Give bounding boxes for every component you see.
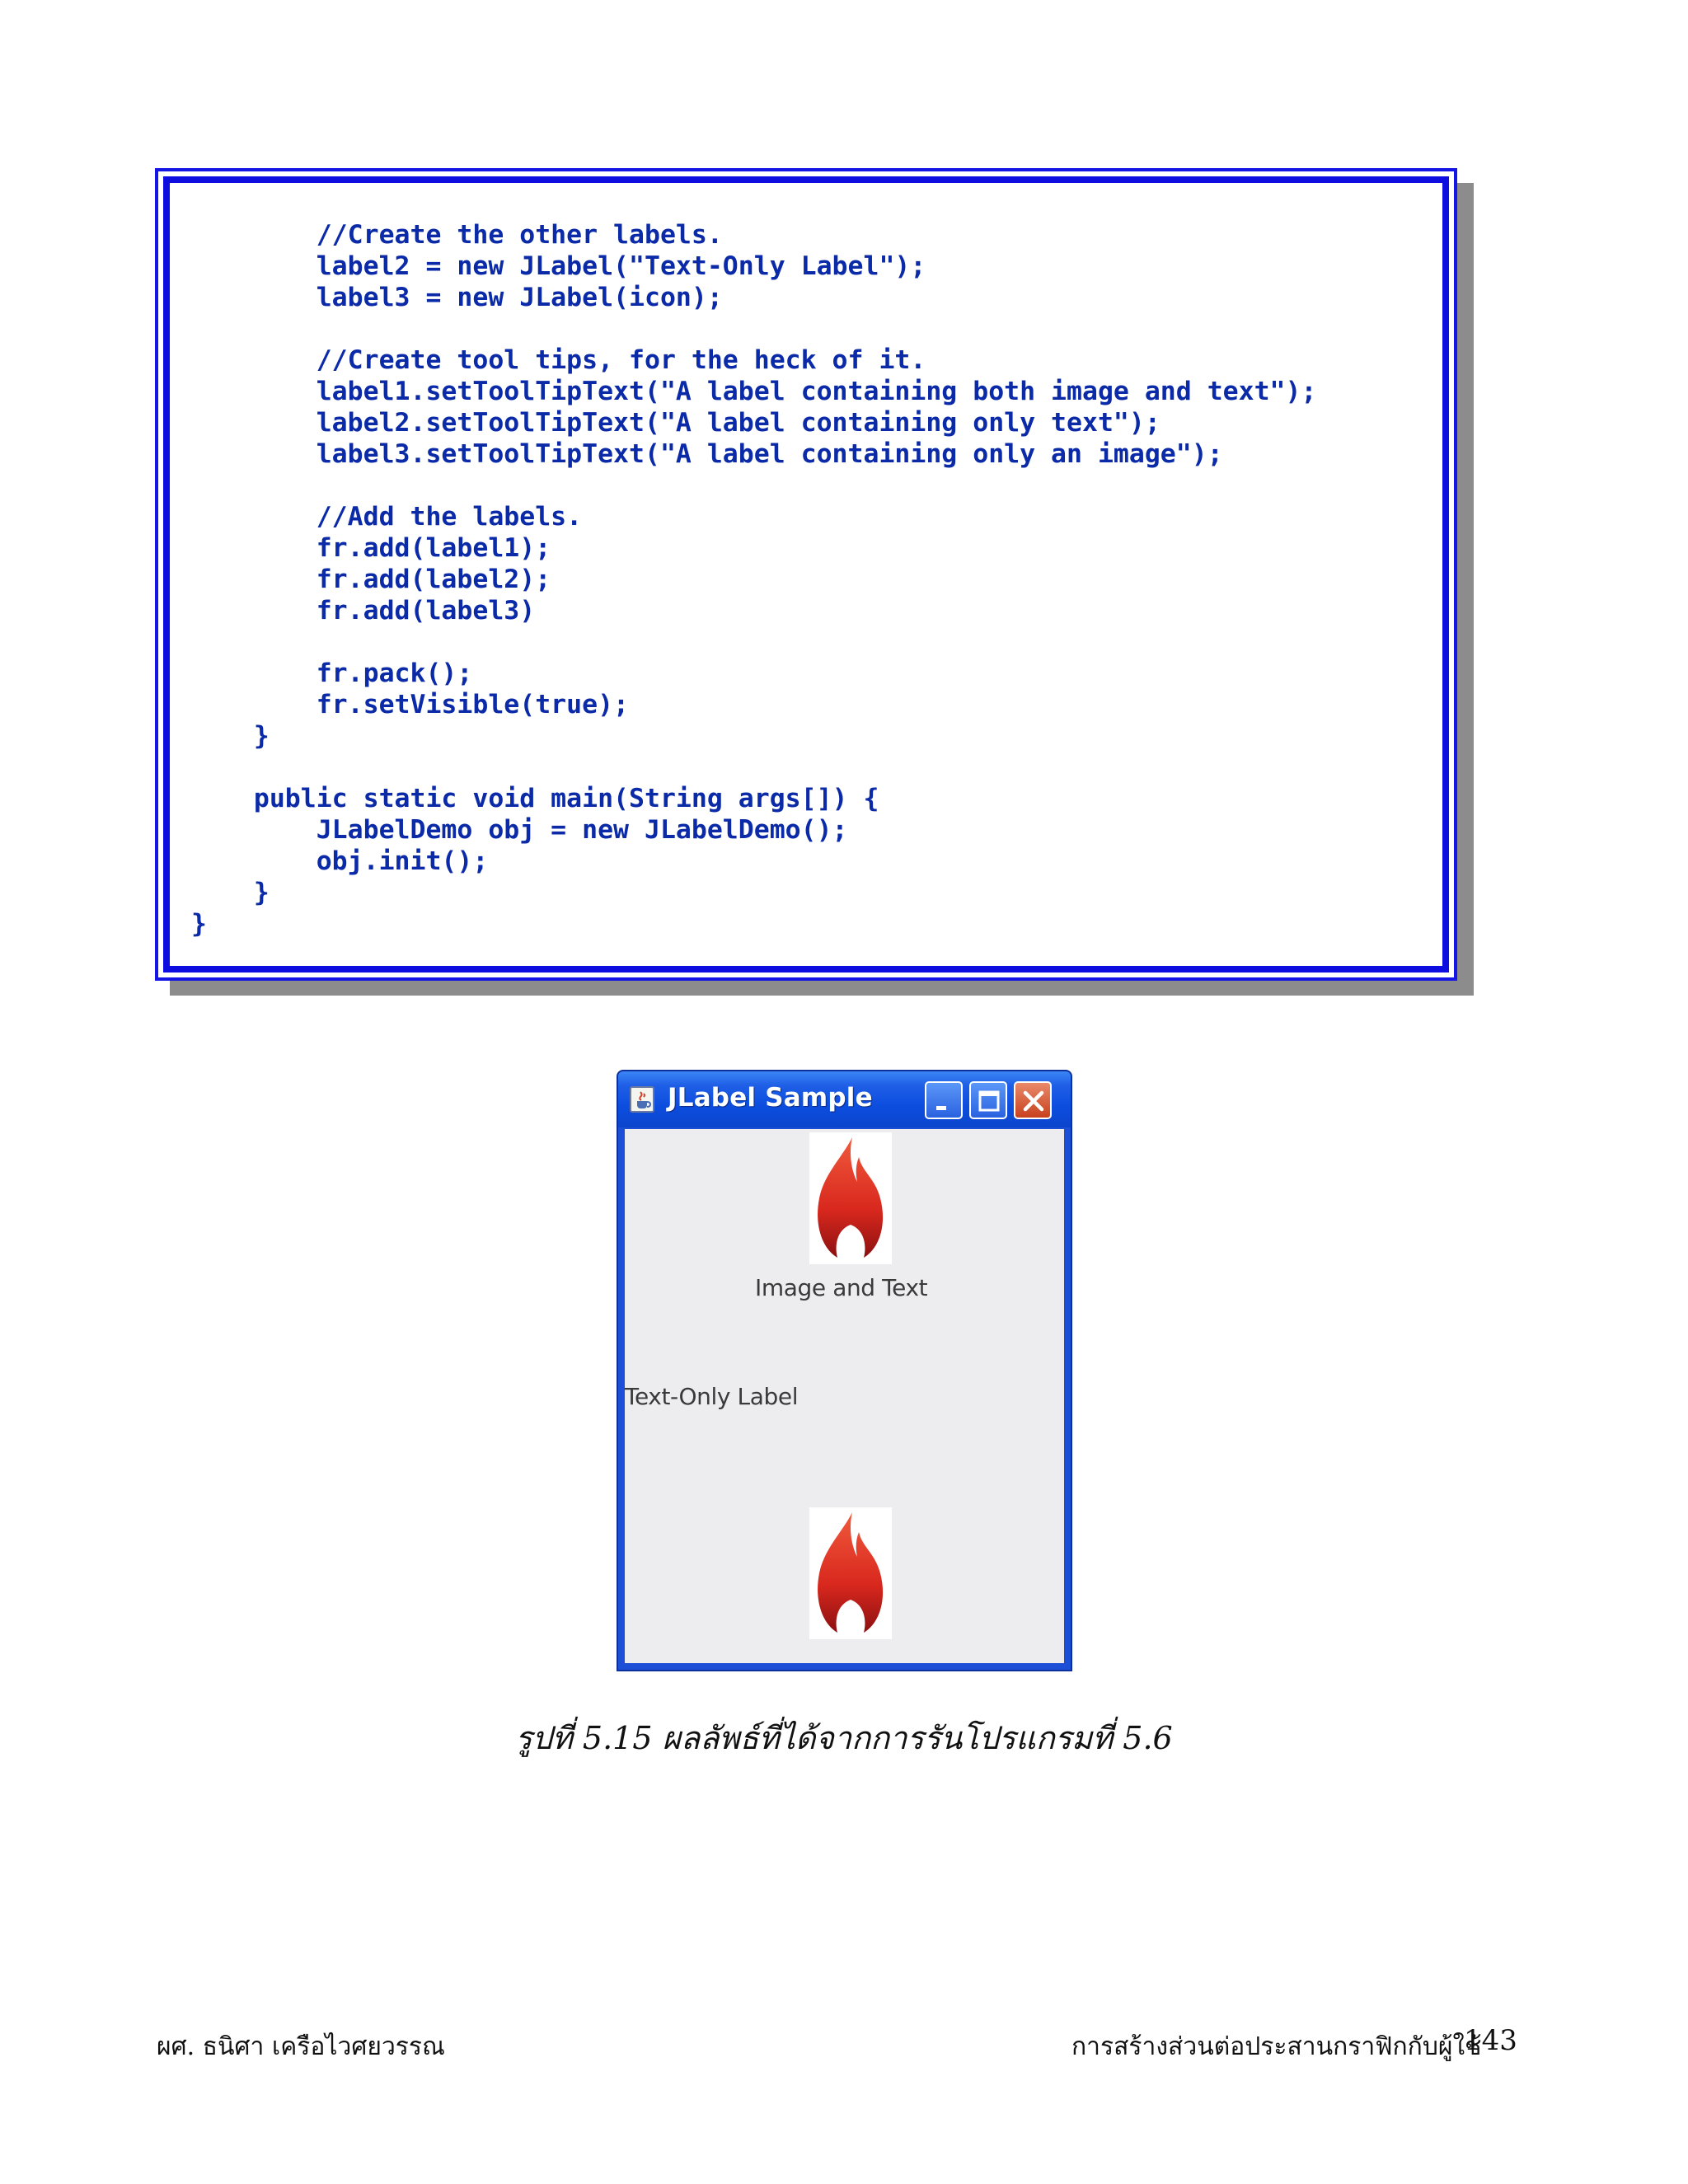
image-and-text-label: Image and Text bbox=[755, 1274, 928, 1301]
java-cup-icon bbox=[630, 1086, 654, 1113]
text-only-label: Text-Only Label bbox=[625, 1383, 799, 1410]
code-line: } bbox=[191, 878, 270, 907]
code-line: fr.add(label3) bbox=[191, 596, 536, 626]
window-title-bar[interactable] bbox=[618, 1071, 1071, 1127]
code-line: fr.setVisible(true); bbox=[191, 690, 630, 719]
code-line: //Add the labels. bbox=[191, 502, 583, 532]
window-title: JLabel Sample bbox=[668, 1083, 873, 1113]
close-button[interactable] bbox=[1014, 1081, 1052, 1119]
code-line: label1.setToolTipText("A label containing both image and text"); bbox=[191, 377, 1317, 406]
maximize-icon bbox=[971, 1083, 1009, 1121]
flame-icon bbox=[809, 1507, 892, 1639]
code-line bbox=[191, 470, 1316, 501]
figure-caption: รูปที่ 5.15 ผลลัพธ์ที่ได้จากการรันโปรแกรมที่ 5.6 bbox=[515, 1720, 1173, 1756]
footer-author: ผศ. ธนิศา เครือไวศยวรรณ bbox=[157, 2032, 445, 2061]
code-line: JLabelDemo obj = new JLabelDemo(); bbox=[191, 815, 848, 845]
minimize-button[interactable] bbox=[925, 1081, 963, 1119]
close-icon bbox=[1015, 1083, 1053, 1121]
code-line bbox=[191, 752, 1316, 783]
code-line: fr.add(label2); bbox=[191, 565, 551, 594]
code-line: label2.setToolTipText("A label containing only text"); bbox=[191, 408, 1160, 438]
code-listing bbox=[191, 219, 1316, 940]
code-listing-box bbox=[155, 168, 1457, 981]
code-line: //Create the other labels. bbox=[191, 220, 723, 250]
code-line: //Create tool tips, for the heck of it. bbox=[191, 345, 926, 375]
code-line: public static void main(String args[]) { bbox=[191, 784, 879, 813]
code-line: } bbox=[191, 909, 207, 939]
jlabel-sample-window bbox=[617, 1070, 1072, 1671]
window-content-pane bbox=[625, 1129, 1064, 1663]
code-line: label3.setToolTipText("A label containing only an image"); bbox=[191, 439, 1223, 469]
code-line: fr.add(label1); bbox=[191, 533, 551, 563]
code-line: } bbox=[191, 721, 270, 751]
code-line: obj.init(); bbox=[191, 846, 489, 876]
code-line bbox=[191, 626, 1316, 658]
minimize-icon bbox=[926, 1083, 964, 1121]
flame-icon bbox=[809, 1132, 892, 1264]
code-line: fr.pack(); bbox=[191, 658, 473, 688]
page-number: 143 bbox=[1464, 2024, 1517, 2057]
maximize-button[interactable] bbox=[969, 1081, 1007, 1119]
footer-subject: การสร้างส่วนต่อประสานกราฟิกกับผู้ใช้ bbox=[1071, 2032, 1482, 2061]
code-line: label2 = new JLabel("Text-Only Label"); bbox=[191, 251, 926, 281]
code-line bbox=[191, 313, 1316, 344]
code-line: label3 = new JLabel(icon); bbox=[191, 283, 723, 312]
